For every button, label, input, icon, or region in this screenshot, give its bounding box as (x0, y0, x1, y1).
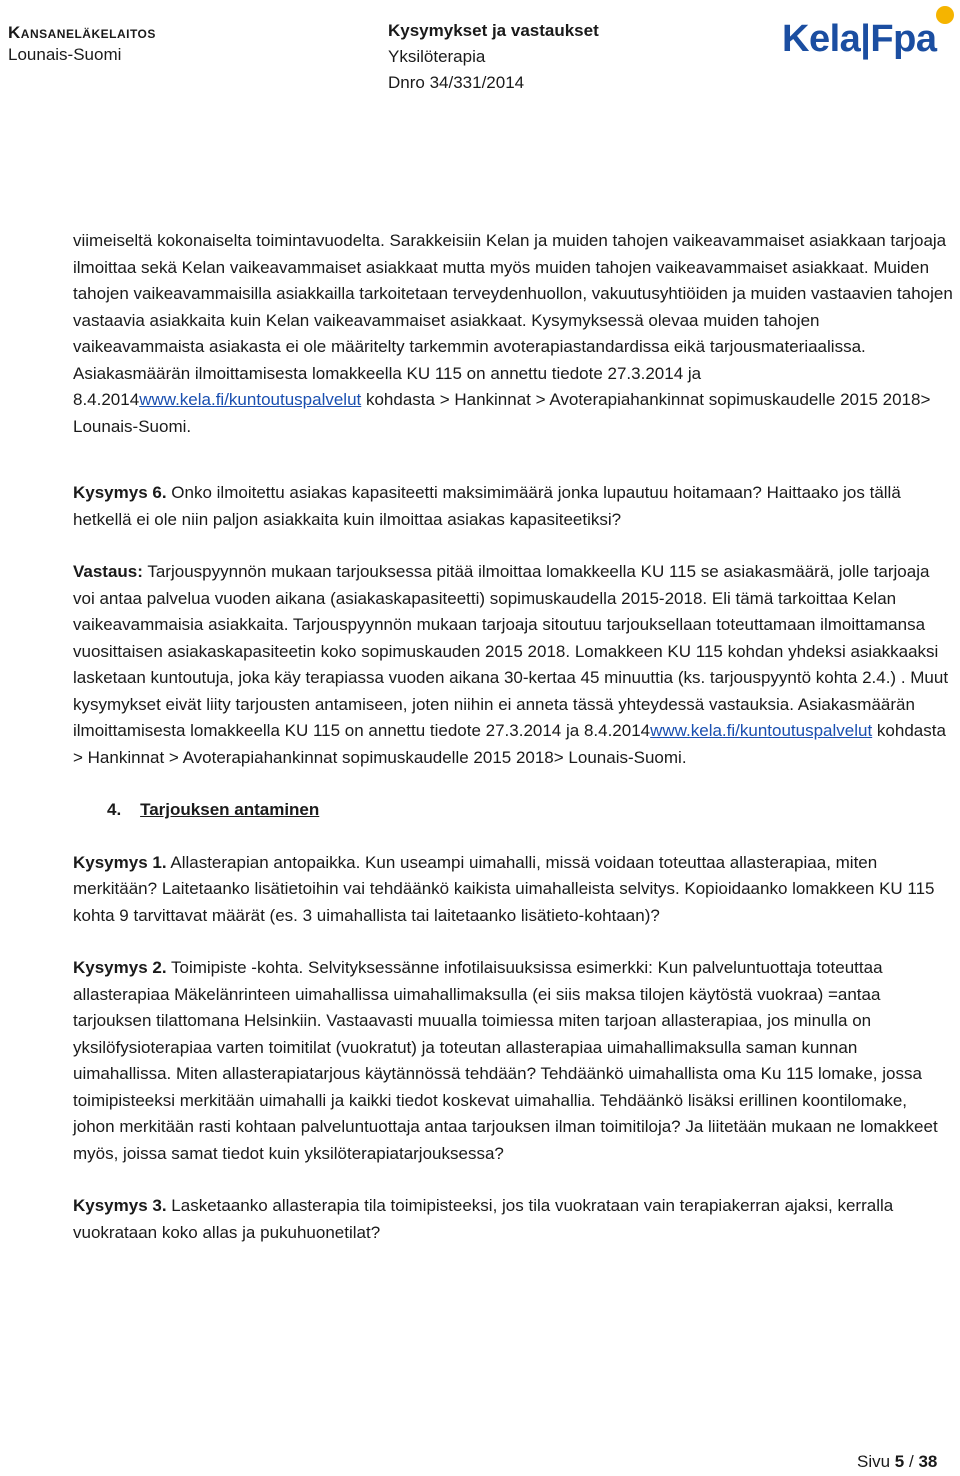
answer-text: kohdasta > Hankinnat > Avoterapiahankinnat sopimuskaudelle 2015 2018> Lounais-Suomi. (73, 721, 946, 767)
page-prefix: Sivu (857, 1452, 895, 1471)
organization-name: Kansaneläkelaitos (8, 23, 156, 42)
organization-region: Lounais-Suomi (8, 45, 122, 64)
page-separator: / (904, 1452, 919, 1471)
question-label: Kysymys 6. (73, 483, 167, 502)
page-header (0, 0, 960, 110)
page-current: 5 (894, 1452, 905, 1471)
paragraph-text: viimeiseltä kokonaiselta toimintavuodelta. Sarakkeisiin Kelan ja muiden tahojen vaikeavammaiset asiakkaan tarjoaja ilmoittaa sekä Kelan vaikeavammaiset asiakkaat mutta myös muiden tahojen vaikeavammaiset asiakkaat. Muiden tahojen vaikeavammaisilla asiakkailla tarkoitetaan terveydenhuollon, vakuutusyhtiöiden ja muiden vastaavien tahojen vastaavia asiakkaita kuin Kelan vaikeavammaiset asiakkaat. Kysymyksessä olevaa muiden tahojen vaikeavammaista asiakasta ei ole määritelty tarkemmin avoterapiastandardissa eikä tarjousmateriaalissa. Asiakasmäärän ilmoittamisesta lomakkeella KU 115 on annettu tiedote 27.3.2014 ja 8.4.2014 (73, 231, 953, 409)
question-text: Onko ilmoitettu asiakas kapasiteetti maksimimäärä jonka lupautuu hoitamaan? Haittaako jos tällä hetkellä ei ole niin paljon asiakkaita kuin ilmoittaa asiakas kapasiteetiksi? (73, 483, 901, 529)
document-meta (388, 18, 599, 96)
section-heading (73, 797, 953, 824)
page-total: 38 (918, 1452, 938, 1471)
question-2 (73, 955, 953, 1167)
kela-link[interactable]: www.kela.fi/kuntoutuspalvelut (650, 721, 873, 740)
crown-icon (936, 6, 954, 24)
question-3 (73, 1193, 953, 1246)
document-title: Kysymykset ja vastaukset (388, 21, 599, 40)
question-label: Kysymys 1. (73, 852, 167, 872)
document-body (73, 228, 953, 1246)
section-title: Tarjouksen antaminen (140, 800, 320, 819)
organization-block (8, 22, 156, 66)
question-text: Allasterapian antopaikka. Kun useampi uimahalli, missä voidaan toteuttaa allasterapiaa, miten merkitään? Laitetaanko lisätietoihin vai tehdäänkö kaikista uimahalleista selvitys. Kopioidaanko lomakkeen KU 115 kohta 9 tarvittavat määrät (es. 3 uimahallista tai laitetaanko lisätieto-kohtaan)? (73, 852, 935, 925)
kela-link[interactable]: www.kela.fi/kuntoutuspalvelut (139, 390, 362, 409)
logo-wordmark: Kela|Fpa (782, 18, 937, 60)
question-text: Lasketaanko allasterapia tila toimipisteeksi, jos tila vuokrataan vain terapiakerran ajaksi, kerralla vuokrataan koko allas ja pukuhuonetilat? (73, 1196, 894, 1242)
answer (73, 559, 953, 771)
section-number: 4. (107, 800, 122, 819)
answer-text: Tarjouspyynnön mukaan tarjouksessa pitää ilmoittaa lomakkeella KU 115 se asiakasmäärä, jolle tarjoaja voi antaa palvelua vuoden aikana (asiakaskapasiteetti) sopimuskaudella 2015-2018. Eli tämä tarkoittaa Kelan vaikeavammaisia asiakkaita. Tarjouspyynnön mukaan tarjoaja sitoutuu tarjouksellaan toteuttamaan ilmoittamansa vuosittaisen asiakaskapasiteetin koko sopimuskauden 2015 2018. Lomakkeen KU 115 kohdan yhdeksi asiakkaaksi lasketaan kuntoutuja, joka käy terapiassa vuoden aikana 30-kertaa 45 minuuttia (ks. tarjouspyyntö kohta 2.4.) . Muut kysymykset eivät liity tarjousten antamiseen, joten niihin ei anneta tässä yhteydessä vastauksia. Asiakasmäärän ilmoittamisesta lomakkeella KU 115 on annettu tiedote 27.3.2014 ja 8.4.2014 (73, 562, 949, 740)
document-number: Dnro 34/331/2014 (388, 73, 525, 92)
answer-label: Vastaus: (73, 562, 143, 581)
document-subtitle: Yksilöterapia (388, 47, 486, 66)
question-label: Kysymys 2. (73, 958, 167, 977)
paragraph-text: kohdasta > Hankinnat > Avoterapiahankinnat sopimuskaudelle 2015 2018> Lounais-Suomi. (73, 390, 931, 436)
question-label: Kysymys 3. (73, 1196, 167, 1215)
page-number (857, 1450, 937, 1474)
question-6 (73, 480, 953, 533)
question-text: Toimipiste -kohta. Selvityksessänne infotilaisuuksissa esimerkki: Kun palveluntuottaja toteuttaa allasterapiaa Mäkelänrinteen uimahallissa uimahallimaksulla (ei siis maksa tilojen käytöstä vuokraa) =antaa tarjouksen tilattomana Helsinkiin. Vastaavasti muualla toimiessa miten tarjoan allasterapiaa, jos minulla on yksilöfysioterapiaa varten toimitilat (vuokratut) ja toteutan allasterapiaa uimahallimaksulla saman kunnan uimahallissa. Miten allasterapiatarjous käytännössä tehdään? Tehdäänkö uimahallista oma Ku 115 lomake, jossa toimipisteeksi merkitään uimahalli ja kaikki tiedot koskevat uimahallia. Tehdäänkö lisäksi erillinen koontilomake, johon merkitään rasti kohtaan palveluntuottaja antaa tarjouksen ilman toimitiloja? Ja liitetään mukaan ne lomakkeet myös, joissa samat tiedot kuin yksilöterapiatarjouksessa? (73, 958, 938, 1163)
kela-fpa-logo (782, 6, 954, 64)
question-1 (73, 850, 953, 930)
paragraph-intro (73, 228, 953, 440)
